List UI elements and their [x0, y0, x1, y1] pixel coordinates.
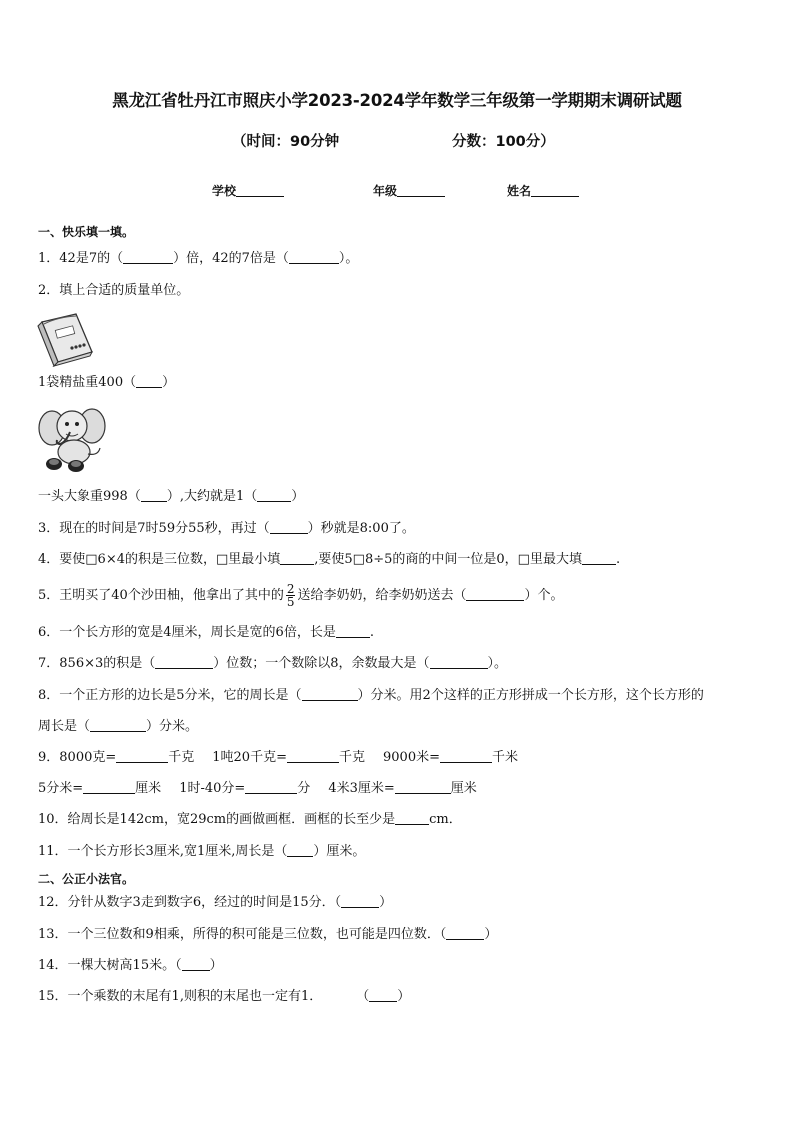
q14-blank[interactable]: [182, 957, 210, 971]
q7-text-b: ）位数；一个数除以8，余数最大是（: [213, 656, 430, 671]
q14-text-a: 14．一棵大树高15米。（: [38, 958, 182, 973]
question-8-continued: [38, 718, 198, 736]
grade-label: 年级: [373, 184, 398, 198]
q12-blank[interactable]: [341, 894, 379, 908]
q1-blank-2[interactable]: [289, 250, 339, 264]
q9-text-c1: 9000米=: [383, 750, 440, 765]
q12-text-a: 12．分针从数字3走到数字6，经过的时间是15分．（: [38, 895, 342, 910]
q8-blank-1[interactable]: [302, 687, 358, 701]
q15-blank[interactable]: [369, 988, 397, 1002]
school-field[interactable]: [212, 182, 284, 199]
q6-text-a: 6．一个长方形的宽是4厘米，周长是宽的6倍，长是: [38, 625, 336, 640]
q9b-text-b1: 1时-40分=: [179, 781, 246, 796]
grade-field[interactable]: [373, 182, 445, 199]
question-10: [38, 811, 462, 829]
q4-blank-2[interactable]: [582, 551, 616, 565]
q9b-blank-2[interactable]: [245, 780, 297, 794]
q2b-blank-2[interactable]: [257, 488, 291, 502]
page-title: 黑龙江省牡丹江市照庆小学2023-2024学年数学三年级第一学期期末调研试题: [112, 91, 682, 110]
school-label: 学校: [212, 184, 237, 198]
grade-blank[interactable]: [397, 184, 445, 197]
q13-text-b: ）: [484, 927, 498, 942]
q8-blank-2[interactable]: [90, 718, 146, 732]
q2a-text-b: ）: [162, 375, 176, 390]
question-6: [38, 624, 374, 642]
q14-text-b: ）: [209, 958, 223, 973]
q9-blank-3[interactable]: [440, 749, 492, 763]
q5-fraction-numerator: 2: [286, 582, 295, 596]
q4-text-b: ,要使5□8÷5的商的中间一位是0，□里最大填: [314, 552, 582, 567]
q12-text-b: ）: [379, 895, 393, 910]
q10-text-b: cm．: [429, 812, 462, 827]
q1-blank-1[interactable]: [123, 250, 173, 264]
q9-text-b2: 千克: [338, 750, 365, 765]
q4-text-a: 4．要使□6×4的积是三位数，□里最小填: [38, 552, 281, 567]
question-3: [38, 520, 415, 538]
question-2a: [38, 374, 175, 392]
q5-blank[interactable]: [466, 587, 524, 601]
q4-blank-1[interactable]: [280, 551, 314, 565]
q7-blank-1[interactable]: [155, 655, 213, 669]
q5-text-c: ）个。: [524, 588, 564, 603]
section-2-title: 二、公正小法官。: [38, 872, 135, 886]
q10-text-a: 10．给周长是142cm，宽29cm的画做画框．画框的长至少是: [38, 812, 396, 827]
q9b-text-c2: 厘米: [450, 781, 477, 796]
q15-text-c: ）: [397, 989, 411, 1004]
salt-bag-icon: [36, 312, 96, 370]
question-14: [38, 957, 223, 975]
q9-text-a2: 千克: [168, 750, 195, 765]
q3-text-b: ）秒就是8:00了。: [307, 521, 415, 536]
q13-text-a: 13．一个三位数和9相乘，所得的积可能是三位数，也可能是四位数．（: [38, 927, 447, 942]
q2a-blank[interactable]: [136, 374, 162, 388]
q9b-blank-1[interactable]: [83, 780, 135, 794]
q11-text-b: ）厘米。: [313, 844, 366, 859]
q5-fraction: [286, 583, 296, 608]
q9-text-a1: 9．8000克=: [38, 750, 117, 765]
q8b-text-a: 周长是（: [38, 719, 91, 734]
section-1-title: 一、快乐填一填。: [38, 225, 135, 239]
question-2: 2．填上合适的质量单位。: [38, 283, 190, 298]
q8-text-b: ）分米。用2个这样的正方形拼成一个长方形，这个长方形的: [357, 688, 704, 703]
question-15: [38, 988, 410, 1006]
q2b-blank-1[interactable]: [141, 488, 167, 502]
exam-score: 分数：100分）: [452, 134, 555, 150]
q11-blank[interactable]: [287, 843, 313, 857]
q4-text-c: .: [615, 552, 621, 567]
question-9: [38, 749, 518, 767]
question-11: [38, 843, 365, 861]
question-7: [38, 655, 507, 673]
q9-text-b1: 1吨20千克=: [212, 750, 287, 765]
q8-text-a: 8．一个正方形的边长是5分米，它的周长是（: [38, 688, 302, 703]
q5-text-a: 5．王明买了40个沙田柚，他拿出了其中的: [38, 588, 284, 603]
q9b-blank-3[interactable]: [395, 780, 451, 794]
question-12: [38, 894, 392, 912]
q5-fraction-denominator: 5: [286, 595, 295, 609]
q1-text-c: ）。: [338, 251, 359, 266]
q2b-text-a: 一头大象重998（: [38, 489, 141, 504]
q1-text-a: 1．42是7的（: [38, 251, 124, 266]
question-4: [38, 551, 620, 569]
exam-time: （时间：90分钟: [232, 134, 340, 150]
q9-blank-2[interactable]: [287, 749, 339, 763]
name-blank[interactable]: [531, 184, 579, 197]
q3-text-a: 3．现在的时间是7时59分55秒，再过（: [38, 521, 270, 536]
q15-text-a: 15．一个乘数的末尾有1,则积的末尾也一定有1．: [38, 989, 323, 1004]
question-8: [38, 687, 704, 705]
q7-blank-2[interactable]: [430, 655, 488, 669]
q9-blank-1[interactable]: [116, 749, 168, 763]
q6-blank[interactable]: [336, 624, 370, 638]
school-blank[interactable]: [236, 184, 284, 197]
elephant-icon: [36, 404, 108, 474]
q9b-text-a2: 厘米: [135, 781, 162, 796]
q11-text-a: 11．一个长方形长3厘米,宽1厘米,周长是（: [38, 844, 288, 859]
q3-blank[interactable]: [270, 520, 308, 534]
question-5: [38, 583, 564, 609]
q7-text-a: 7．856×3的积是（: [38, 656, 156, 671]
q9b-text-a1: 5分米=: [38, 781, 84, 796]
q8b-text-b: ）分米。: [146, 719, 199, 734]
q13-blank[interactable]: [446, 926, 484, 940]
question-13: [38, 926, 497, 944]
name-field[interactable]: [507, 182, 579, 199]
q10-blank[interactable]: [395, 811, 429, 825]
q9b-text-b2: 分: [297, 781, 311, 796]
q9b-text-c1: 4米3厘米=: [328, 781, 395, 796]
q15-text-b: （: [356, 989, 370, 1004]
name-label: 姓名: [507, 184, 532, 198]
q2b-text-b: ）,大约就是1（: [166, 489, 258, 504]
q6-text-b: .: [369, 625, 374, 640]
q9-text-c2: 千米: [491, 750, 518, 765]
q1-text-b: ）倍，42的7倍是（: [173, 251, 289, 266]
question-1: [38, 250, 358, 268]
q2b-text-c: ）: [291, 489, 305, 504]
q7-text-c: ）。: [487, 656, 508, 671]
q5-text-b: 送给李奶奶，给李奶奶送去（: [297, 588, 467, 603]
question-9-continued: [38, 780, 477, 798]
q2a-text-a: 1袋精盐重400（: [38, 375, 137, 390]
question-2b: [38, 488, 304, 506]
